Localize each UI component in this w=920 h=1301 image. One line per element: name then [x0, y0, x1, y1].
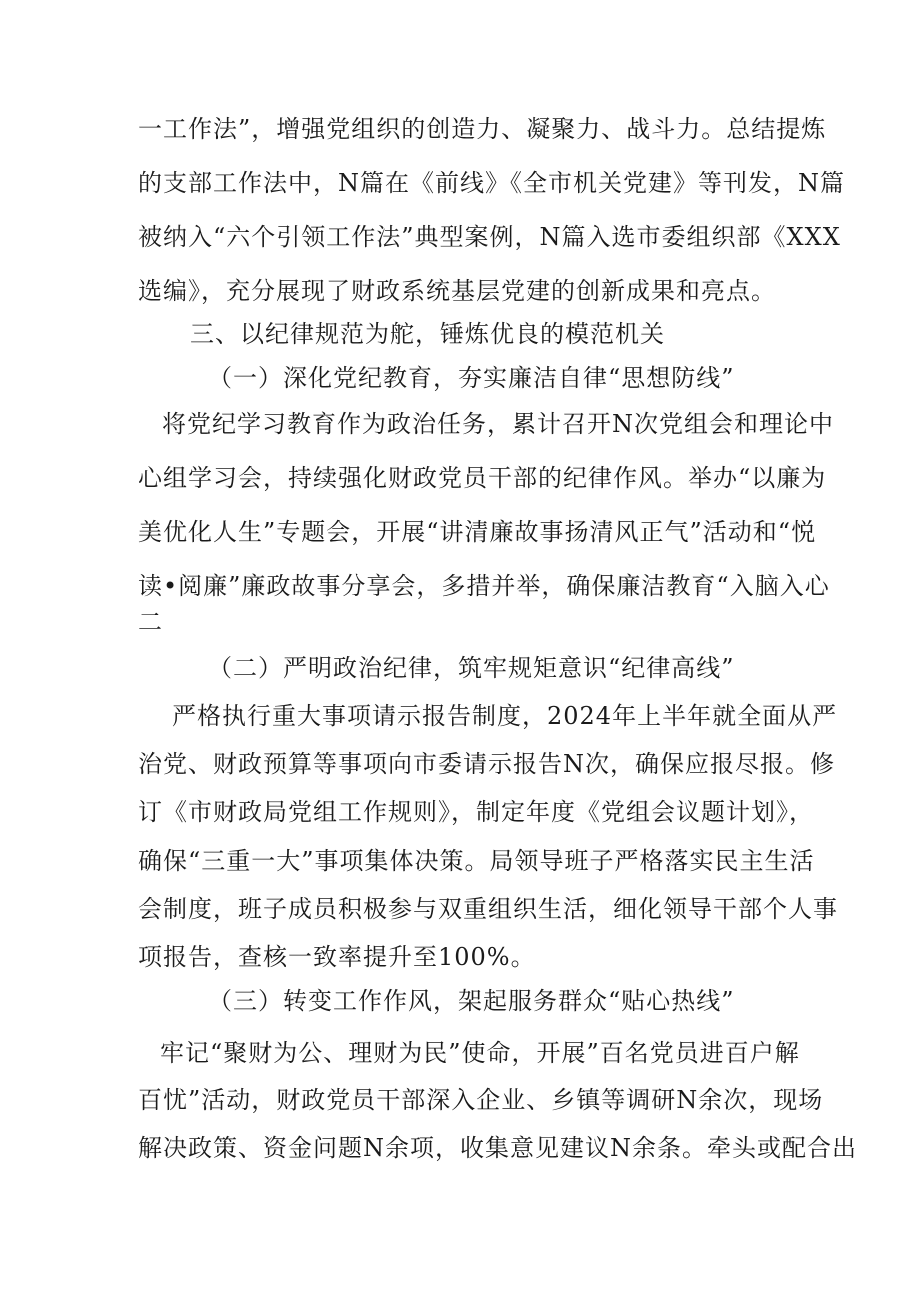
text-line-13: 严格执行重大事项请示报告制度，2024年上半年就全面从严 [172, 702, 838, 730]
subsection-heading-1: （一）深化党纪教育，夯实廉洁自律“思想防线” [208, 364, 735, 392]
text-line-15: 订《市财政局党组工作规则》，制定年度《党组会议题计划》， [138, 798, 814, 826]
text-line-4: 选编》，充分展现了财政系统基层党建的创新成果和亮点。 [138, 277, 776, 305]
text-line-16: 确保“三重一大”事项集体决策。局领导班子严格落实民主生活 [138, 847, 815, 875]
text-line-18: 项报告，查核一致率提升至100%。 [138, 943, 536, 971]
text-line-9: 美优化人生”专题会，开展“讲清廉故事扬清风正气”活动和“悦 [138, 518, 817, 546]
text-line-21: 百忧”活动，财政党员干部深入企业、乡镇等调研N余次，现场 [138, 1086, 824, 1114]
text-line-3: 被纳入“六个引领工作法”典型案例，N篇入选市委组织部《XXX [138, 223, 841, 251]
text-line-2: 的支部工作法中，N篇在《前线》《全市机关党建》等刊发，N篇 [138, 169, 845, 197]
text-line-14: 治党、财政预算等事项向市委请示报告N次，确保应报尽报。修 [138, 750, 835, 778]
text-line-22: 解决政策、资金问题N余项，收集意见建议N余条。牵头或配合出 [138, 1134, 857, 1162]
text-line-20: 牢记“聚财为公、理财为民”使命，开展”百名党员进百户解 [160, 1039, 800, 1067]
section-heading: 三、以纪律规范为舵，锤炼优良的模范机关 [190, 320, 665, 348]
text-line-8: 心组学习会，持续强化财政党员干部的纪律作风。举办“以廉为 [138, 464, 827, 492]
text-line-7: 将党纪学习教育作为政治任务，累计召开N次党组会和理论中 [162, 410, 834, 438]
subsection-heading-2: （二）严明政治纪律，筑牢规矩意识“纪律高线” [208, 654, 735, 682]
text-line-10: 读•阅廉”廉政故事分享会，多措并举，确保廉洁教育“入脑入心 [138, 572, 830, 600]
text-line-17: 会制度，班子成员积极参与双重组织生活，细化领导干部个人事 [138, 895, 838, 923]
subsection-heading-3: （三）转变工作作风，架起服务群众“贴心热线” [208, 987, 735, 1015]
text-line-11: 二 [138, 608, 163, 636]
text-line-1: 一工作法”，增强党组织的创造力、凝聚力、战斗力。总结提炼 [138, 115, 827, 143]
